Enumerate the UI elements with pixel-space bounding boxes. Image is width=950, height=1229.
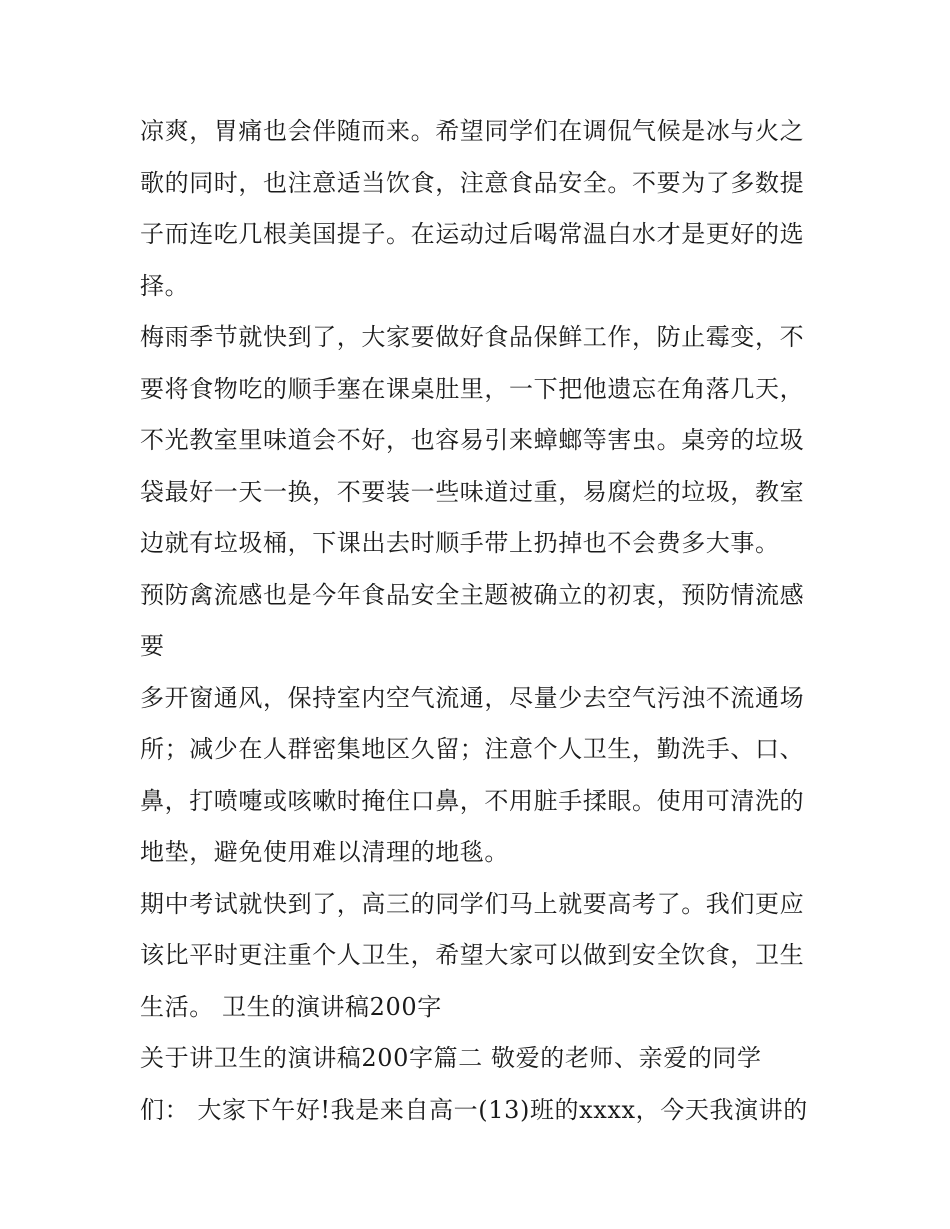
document-body <box>140 106 830 1136</box>
text-line: 择。 <box>140 271 190 300</box>
text-line: 子而连吃几根美国提子。在运动过后喝常温白水才是更好的选 <box>140 220 805 248</box>
text-line: 不光教室里味道会不好，也容易引来蟑螂等害虫。桌旁的垃圾 <box>140 426 805 454</box>
text-line: 要将食物吃的顺手塞在课桌肚里，一下把他遗忘在角落几天， <box>140 374 805 403</box>
text-line: 所；减少在人群密集地区久留；注意个人卫生，勤洗手、口、 <box>140 735 805 763</box>
text-line: 地垫，避免使用难以清理的地毯。 <box>140 838 509 866</box>
text-line: 凉爽，胃痛也会伴随而来。希望同学们在调侃气候是冰与火之 <box>140 117 805 145</box>
text-line: 梅雨季节就快到了，大家要做好食品保鲜工作，防止霉变，不 <box>140 323 805 351</box>
text-line: 该比平时更注重个人卫生，希望大家可以做到安全饮食，卫生 <box>140 941 805 969</box>
text-line: 预防禽流感也是今年食品安全主题被确立的初衷，预防情流感 <box>140 580 805 609</box>
text-line: 歌的同时，也注意适当饮食，注意食品安全。不要为了多数提 <box>140 168 805 197</box>
text-line: 袋最好一天一换，不要装一些味道过重，易腐烂的垃圾，教室 <box>140 477 805 506</box>
text-line: 们： 大家下午好!我是来自高一(13)班的xxxx，今天我演讲的 <box>140 1095 808 1124</box>
text-line: 生活。 卫生的演讲稿200字 <box>140 992 442 1021</box>
text-line: 鼻，打喷嚏或咳嗽时掩住口鼻，不用脏手揉眼。使用可清洗的 <box>140 786 805 815</box>
text-line: 多开窗通风，保持室内空气流通，尽量少去空气污浊不流通场 <box>140 683 805 712</box>
text-line: 关于讲卫生的演讲稿200字篇二 敬爱的老师、亲爱的同学 <box>140 1044 762 1072</box>
text-line: 要 <box>140 632 165 660</box>
text-line: 边就有垃圾桶，下课出去时顺手带上扔掉也不会费多大事。 <box>140 529 780 557</box>
text-line: 期中考试就快到了，高三的同学们马上就要高考了。我们更应 <box>140 889 805 918</box>
